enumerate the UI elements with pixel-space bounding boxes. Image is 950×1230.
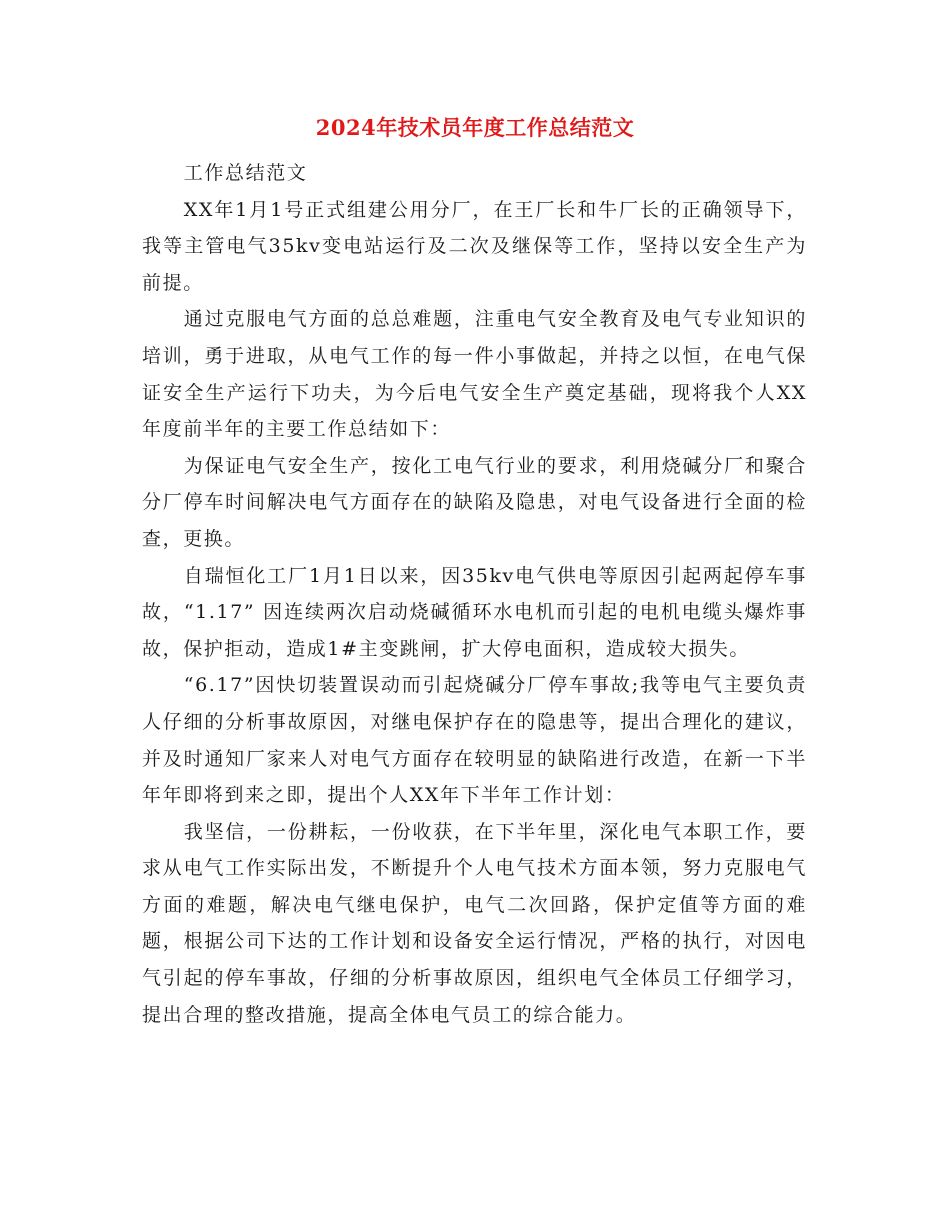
paragraph: 我坚信，一份耕耘，一份收获，在下半年里，深化电气本职工作，要求从电气工作实际出发，不断提升个人电气技术方面本领，努力克服电气方面的难题，解决电气继电保护，电气二次回路，保护定值等方面的难题，根据公司下达的工作计划和设备安全运行情况，严格的执行，对因电气引起的停车事故，仔细的分析事故原因，组织电气全体员工仔细学习，提出合理的整改措施，提高全体电气员工的综合能力。 — [142, 820, 807, 1026]
paragraph: 为保证电气安全生产，按化工电气行业的要求，利用烧碱分厂和聚合分厂停车时间解决电气方面存在的缺陷及隐患，对电气设备进行全面的检查，更换。 — [142, 454, 807, 550]
document-title: 2024年技术员年度工作总结范文 — [315, 115, 635, 140]
paragraph: XX年1月1号正式组建公用分厂，在王厂长和牛厂长的正确领导下，我等主管电气35kv变电站运行及二次及继保等工作，坚持以安全生产为前提。 — [142, 198, 807, 294]
paragraph: 通过克服电气方面的总总难题，注重电气安全教育及电气专业知识的培训，勇于进取，从电气工作的每一件小事做起，并持之以恒，在电气保证安全生产运行下功夫，为今后电气安全生产奠定基础，现将我个人XX年度前半年的主要工作总结如下： — [142, 308, 807, 441]
document-body — [142, 155, 807, 1033]
paragraph: 自瑞恒化工厂1月1日以来，因35kv电气供电等原因引起两起停车事故，“1.17” 因连续两次启动烧碱循环水电机而引起的电机电缆头爆炸事故，保护拒动，造成1#主变跳闸，扩大停电面积，造成较大损失。 — [142, 564, 807, 660]
paragraph: “6.17”因快切装置误动而引起烧碱分厂停车事故;我等电气主要负责人仔细的分析事故原因，对继电保护存在的隐患等，提出合理化的建议，并及时通知厂家来人对电气方面存在较明显的缺陷进行改造，在新一下半年年即将到来之即，提出个人XX年下半年工作计划： — [142, 674, 807, 807]
paragraph-heading: 工作总结范文 — [183, 162, 308, 184]
